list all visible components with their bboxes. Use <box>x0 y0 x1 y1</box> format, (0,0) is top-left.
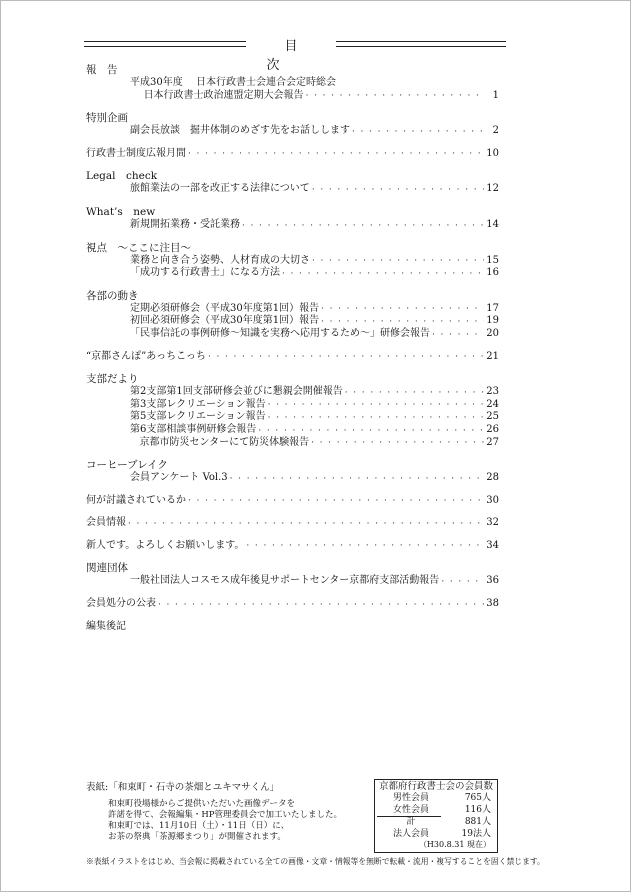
toc-entry[interactable] <box>86 424 499 437</box>
toc-section <box>86 148 499 161</box>
toc-leader-dots <box>208 352 484 363</box>
toc-section-title: コーヒーブレイク <box>86 459 168 472</box>
toc-entry[interactable] <box>86 328 499 341</box>
toc-entry-label: 日本行政書士政治連盟定期大会報告 <box>143 89 304 101</box>
toc-leader-dots <box>230 474 485 485</box>
toc-entry[interactable] <box>86 183 499 196</box>
toc-leader-dots <box>352 127 485 138</box>
toc-entry-label: 会員情報 <box>86 517 126 529</box>
member-row-label: 男性会員 <box>392 793 429 803</box>
member-count-box <box>374 779 498 853</box>
toc-entry-prefix: 第6支部 <box>130 423 167 435</box>
table-of-contents <box>86 64 499 643</box>
toc-leader-dots <box>432 330 484 341</box>
toc-leader-dots <box>246 541 484 552</box>
toc-entry-prefix: 第5支部 <box>130 411 167 423</box>
toc-section <box>86 495 499 508</box>
copyright-notice: ※表紙イラストをはじめ、当会報に掲載されている全ての画像・文章・情報等を無断で転載・流用・複写することを固く禁じます。 <box>86 857 545 866</box>
toc-section <box>86 517 499 530</box>
toc-entry-label: 編集後記 <box>86 620 126 632</box>
toc-page-number: 32 <box>486 517 499 529</box>
toc-page-number: 30 <box>486 494 499 506</box>
toc-entry[interactable] <box>86 315 499 328</box>
toc-entry-label: 新人です。よろしくお願いします。 <box>86 539 245 551</box>
toc-section-title: 各部の動き <box>86 289 139 302</box>
toc-entry[interactable] <box>86 540 499 553</box>
toc-page-number: 20 <box>486 327 499 339</box>
toc-leader-dots <box>128 519 484 530</box>
toc-page-number: 25 <box>486 411 499 423</box>
cover-credit <box>86 782 376 843</box>
toc-leader-dots <box>282 269 484 280</box>
cover-line: 許諾を得て、会報編集・HP管理委員会で加工いたしました。 <box>108 810 342 820</box>
toc-entry[interactable] <box>86 411 499 424</box>
header-rule-left <box>84 41 246 47</box>
toc-section <box>86 562 499 588</box>
toc-entry-prefix: 第2支部 <box>130 386 167 398</box>
member-row-value: 19法人 <box>461 828 491 839</box>
toc-page-number: 15 <box>486 254 499 266</box>
cover-caption: 表紙:「和束町・石寺の茶畑とユキマサくん」 <box>86 782 280 793</box>
toc-entry-label: 副会長放談 掘井体制のめざす先をお話しします <box>130 125 350 137</box>
member-row-label: 女性会員 <box>377 805 441 818</box>
toc-entry-label: 相談事例研修会報告 <box>166 423 257 435</box>
toc-entry-prefix: 第3支部 <box>130 398 167 410</box>
toc-page-number: 16 <box>486 267 499 279</box>
toc-leader-dots <box>158 600 484 611</box>
toc-section <box>86 621 499 634</box>
member-count-table <box>374 779 498 853</box>
toc-leader-dots <box>321 304 484 315</box>
toc-section-title: Legal check <box>86 170 158 183</box>
toc-section-title: 視点 ～ここに注目～ <box>86 241 191 254</box>
toc-section <box>86 64 499 102</box>
toc-entry[interactable] <box>86 437 499 450</box>
toc-entry-label: 新規開拓業務・受託業務 <box>130 218 240 230</box>
toc-page-number: 10 <box>486 147 499 159</box>
toc-entry-label: 日本行政書士会連合会定時総会 <box>196 77 336 88</box>
toc-section <box>86 242 499 280</box>
toc-entry[interactable] <box>86 77 499 90</box>
toc-section <box>86 598 499 611</box>
toc-section <box>86 170 499 196</box>
toc-leader-dots <box>312 256 484 267</box>
toc-entry-label: 業務と向き合う姿勢、人材育成の大切さ <box>130 254 310 266</box>
toc-entry-label: 定期必須研修会（平成30年度第1回）報告 <box>130 302 320 314</box>
toc-entry-label: レクリエーション報告 <box>166 411 266 423</box>
member-count-date: （H30.8.31 現在） <box>418 840 491 849</box>
toc-section-title: 報 告 <box>86 64 118 76</box>
toc-entry-label: 旅館業法の一部を改正する法律について <box>130 183 310 195</box>
toc-section <box>86 290 499 341</box>
member-row-label: 法人会員 <box>392 828 429 839</box>
toc-entry-label: 一般社団法人コスモス成年後見サポートセンター京都府支部活動報告 <box>130 575 440 587</box>
toc-entry[interactable] <box>86 386 499 399</box>
toc-entry-label: 京都市防災センターにて防災体験報告 <box>139 436 310 448</box>
toc-entry[interactable] <box>86 621 499 634</box>
toc-page-number: 34 <box>486 539 499 551</box>
toc-entry-label: 行政書士制度広報月間 <box>86 147 186 159</box>
toc-page-number: 24 <box>486 398 499 410</box>
cover-line: 和束町役場様からご提供いただいた画像データを <box>108 799 296 809</box>
toc-entry[interactable] <box>86 267 499 280</box>
toc-entry[interactable] <box>86 219 499 232</box>
toc-entry[interactable] <box>86 303 499 316</box>
toc-entry-prefix: 平成30年度 <box>130 77 183 88</box>
toc-section <box>86 540 499 553</box>
toc-page-number: 28 <box>486 472 499 484</box>
member-count-title: 京都府行政書士会の会員数 <box>378 781 493 792</box>
member-row-value: 765人 <box>464 793 491 803</box>
toc-section <box>86 373 499 449</box>
member-row <box>377 793 495 805</box>
toc-leader-dots <box>188 149 484 160</box>
toc-page-number: 19 <box>486 315 499 327</box>
toc-entry[interactable] <box>86 472 499 485</box>
member-row-value: 881人 <box>464 817 491 827</box>
toc-entry-label: 会員処分の公表 <box>86 598 156 610</box>
toc-entry-label: 初回必須研修会（平成30年度第1回）報告 <box>130 315 320 327</box>
toc-leader-dots <box>321 317 484 328</box>
toc-section-title: 特別企画 <box>86 112 128 125</box>
toc-entry-label: 「民事信託の事例研修～知識を実務へ応用するため～」研修会報告 <box>130 327 430 339</box>
toc-page-number: 27 <box>486 436 499 448</box>
header-rule-right <box>336 41 506 47</box>
toc-page-number: 17 <box>486 302 499 314</box>
toc-page-number: 2 <box>492 125 499 137</box>
toc-leader-dots <box>268 400 485 411</box>
toc-entry-label: 会員アンケート Vol.3 <box>130 472 228 484</box>
toc-entry-label: “京都さんぽ”あっちこっち <box>86 350 206 362</box>
toc-section <box>86 206 499 232</box>
toc-leader-dots <box>258 426 484 437</box>
cover-line: 和束町では、11月10日（土）・11日（日）に、 <box>108 821 290 831</box>
page-title: 目 次 <box>266 39 383 73</box>
toc-entry[interactable] <box>86 255 499 268</box>
toc-page-number: 38 <box>486 598 499 610</box>
member-row-label: 計 <box>406 817 416 827</box>
cover-line: お茶の祭典「茶源郷まつり」が開催されます。 <box>108 832 286 842</box>
member-row <box>377 829 495 841</box>
toc-leader-dots <box>345 388 485 399</box>
cover-credit-body <box>86 799 376 843</box>
member-row <box>377 817 495 829</box>
toc-leader-dots <box>306 91 485 102</box>
toc-entry[interactable] <box>86 351 499 364</box>
toc-entry-label: 第1回支部研修会並びに懇親会開催報告 <box>166 386 343 398</box>
toc-entry[interactable] <box>86 495 499 508</box>
toc-entry-label: 「成功する行政書士」になる方法 <box>130 267 280 279</box>
toc-section <box>86 112 499 138</box>
toc-entry-label: 何が討議されているか <box>86 494 186 506</box>
toc-page-number: 21 <box>486 350 499 362</box>
toc-leader-dots <box>312 185 484 196</box>
toc-entry[interactable] <box>86 575 499 588</box>
toc-page-number: 23 <box>486 386 499 398</box>
toc-entry[interactable] <box>86 598 499 611</box>
toc-entry[interactable] <box>86 399 499 412</box>
toc-leader-dots <box>268 413 485 424</box>
toc-section-title: 支部だより <box>86 373 139 386</box>
toc-entry[interactable] <box>86 90 499 103</box>
toc-page-number: 14 <box>486 218 499 230</box>
toc-section-title: What’s new <box>86 205 156 218</box>
toc-leader-dots <box>242 221 484 232</box>
toc-page-number: 26 <box>486 423 499 435</box>
toc-page-number: 12 <box>486 183 499 195</box>
toc-entry[interactable] <box>86 517 499 530</box>
toc-entry-label: レクリエーション報告 <box>166 398 266 410</box>
toc-entry[interactable] <box>86 125 499 138</box>
toc-leader-dots <box>441 577 484 588</box>
toc-entry[interactable] <box>86 148 499 161</box>
toc-page-number: 36 <box>486 575 499 587</box>
member-row <box>377 805 495 818</box>
toc-leader-dots <box>311 438 484 449</box>
toc-section <box>86 459 499 485</box>
toc-page-number: 1 <box>492 89 499 101</box>
member-row-value: 116人 <box>464 804 491 815</box>
toc-leader-dots <box>188 496 484 507</box>
toc-section-title: 関連団体 <box>86 562 128 575</box>
toc-section <box>86 351 499 364</box>
